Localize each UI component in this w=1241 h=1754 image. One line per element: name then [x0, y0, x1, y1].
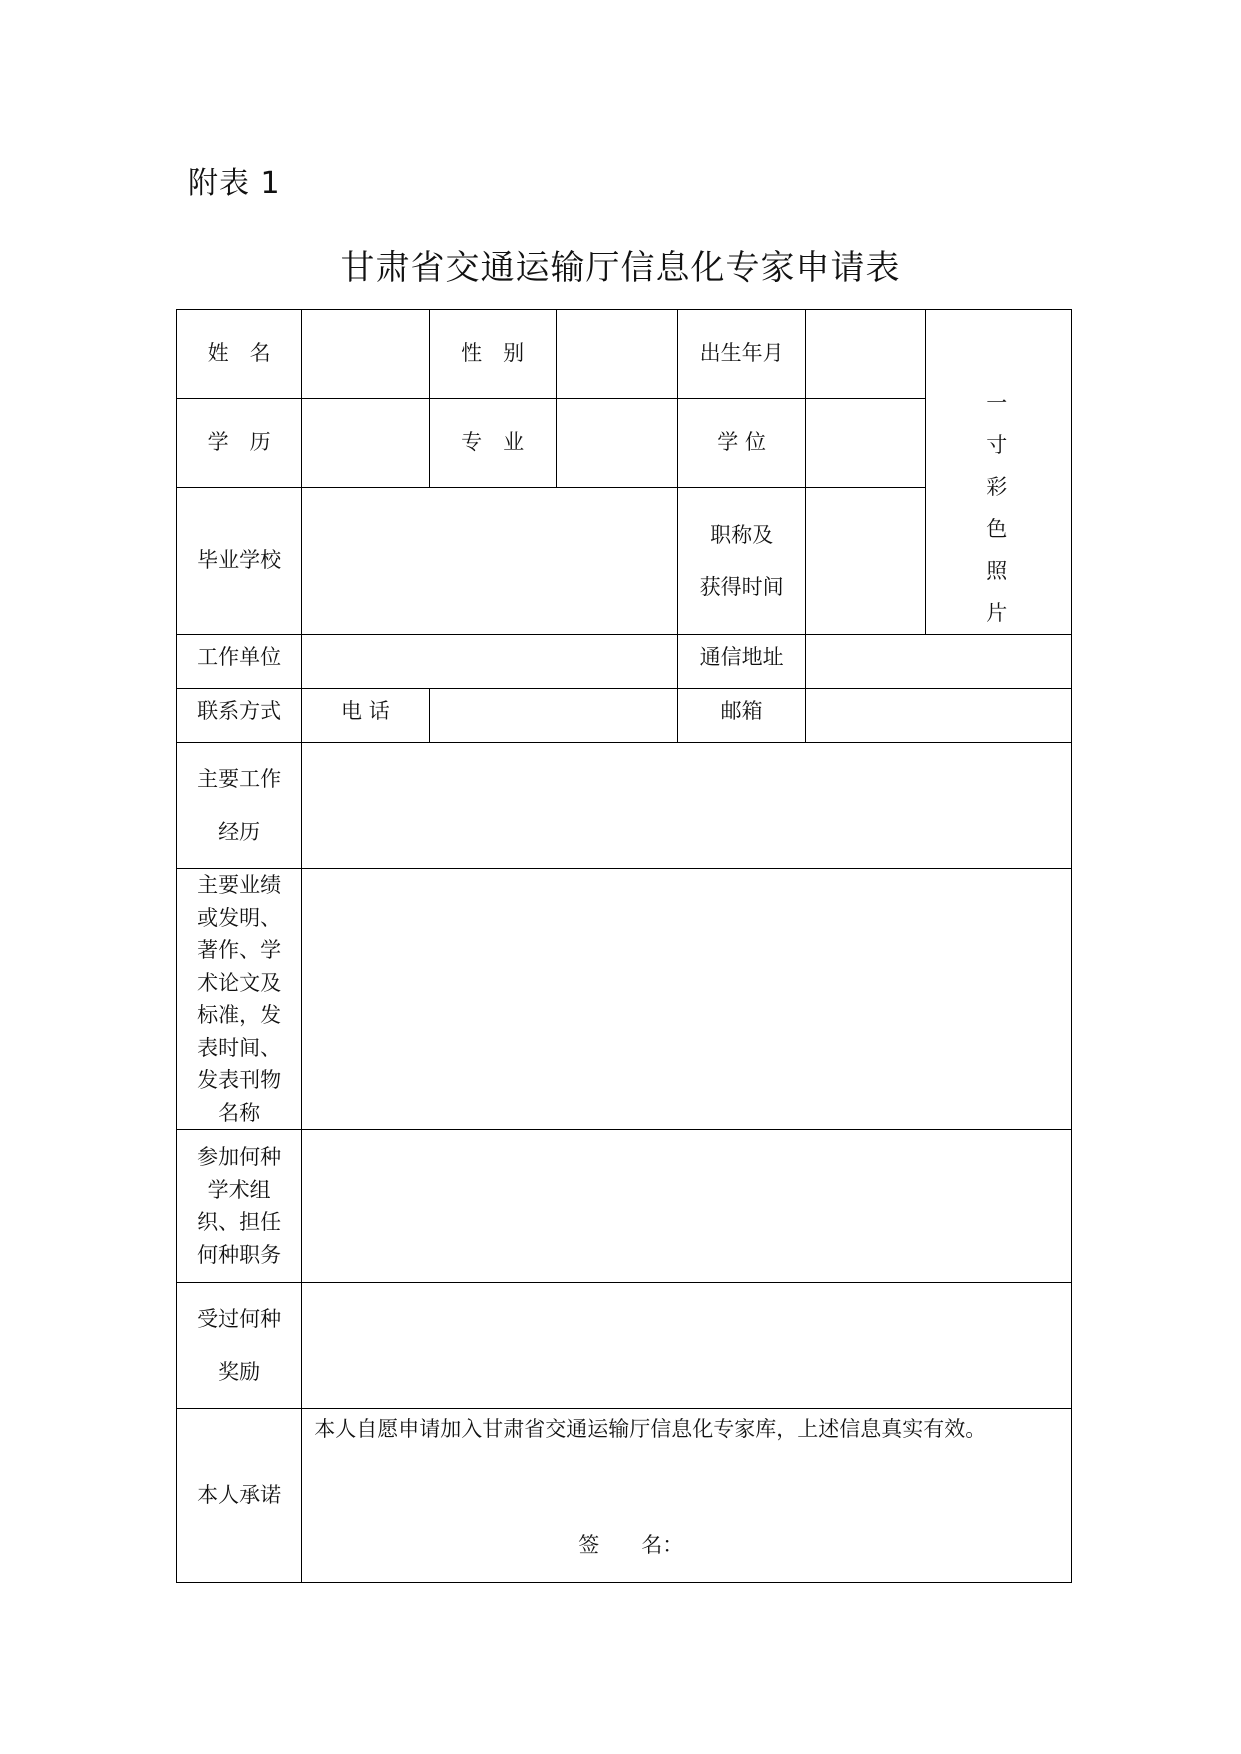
- photo-placeholder-text: 一寸彩色照片: [986, 391, 1038, 625]
- major-field[interactable]: [556, 399, 677, 488]
- pledge-cell: [302, 1409, 1072, 1583]
- experience-field[interactable]: [302, 743, 1072, 869]
- row-employer: [177, 635, 1072, 689]
- row-experience: [177, 743, 1072, 869]
- awards-field[interactable]: [302, 1283, 1072, 1409]
- achievements-label: 主要业绩或发明、著作、学术论文及标准，发表时间、发表刊物名称: [177, 869, 302, 1130]
- experience-label-line1: 主要工作: [197, 767, 282, 791]
- pledge-text: 本人自愿申请加入甘肃省交通运输厅信息化专家库，上述信息真实有效。: [314, 1417, 987, 1442]
- achievements-field[interactable]: [302, 869, 1072, 1130]
- row-basic-1: [177, 310, 1072, 399]
- birth-label: 出生年月: [678, 310, 806, 399]
- row-organizations: [177, 1130, 1072, 1283]
- gender-label: 性 别: [429, 310, 556, 399]
- school-label: 毕业学校: [177, 488, 302, 635]
- education-field[interactable]: [302, 399, 429, 488]
- gender-field[interactable]: [556, 310, 677, 399]
- name-field[interactable]: [302, 310, 429, 399]
- employer-label: 工作单位: [177, 635, 302, 689]
- row-achievements: [177, 869, 1072, 1130]
- row-awards: [177, 1283, 1072, 1409]
- name-label: 姓 名: [177, 310, 302, 399]
- title-label-line2: 获得时间: [699, 575, 784, 600]
- photo-box[interactable]: [926, 310, 1072, 635]
- awards-label-line2: 奖励: [218, 1359, 261, 1384]
- organizations-label: 参加何种学术组织、担任何种职务: [177, 1130, 302, 1283]
- experience-label: [177, 743, 302, 869]
- application-form-table: [176, 309, 1072, 1583]
- birth-field[interactable]: [806, 310, 926, 399]
- education-label: 学 历: [177, 399, 302, 488]
- title-field[interactable]: [806, 488, 926, 635]
- degree-label: 学 位: [678, 399, 806, 488]
- email-field[interactable]: [806, 689, 1072, 743]
- school-field[interactable]: [302, 488, 678, 635]
- row-contact: [177, 689, 1072, 743]
- phone-field[interactable]: [429, 689, 677, 743]
- form-title: 甘肃省交通运输厅信息化专家申请表: [340, 248, 901, 288]
- awards-label: [177, 1283, 302, 1409]
- signature-line[interactable]: 签 名：: [578, 1533, 684, 1558]
- appendix-label: 附表 1: [188, 166, 281, 201]
- title-label: [678, 488, 806, 635]
- title-label-line1: 职称及: [710, 522, 774, 547]
- degree-field[interactable]: [806, 399, 926, 488]
- experience-label-line2: 经历: [218, 819, 261, 844]
- organizations-field[interactable]: [302, 1130, 1072, 1283]
- major-label: 专 业: [429, 399, 556, 488]
- contact-label: 联系方式: [177, 689, 302, 743]
- address-field[interactable]: [806, 635, 1072, 689]
- address-label: 通信地址: [678, 635, 806, 689]
- pledge-label: 本人承诺: [177, 1409, 302, 1583]
- phone-label: 电 话: [302, 689, 429, 743]
- email-label: 邮箱: [678, 689, 806, 743]
- employer-field[interactable]: [302, 635, 678, 689]
- row-pledge: [177, 1409, 1072, 1583]
- awards-label-line1: 受过何种: [197, 1307, 282, 1332]
